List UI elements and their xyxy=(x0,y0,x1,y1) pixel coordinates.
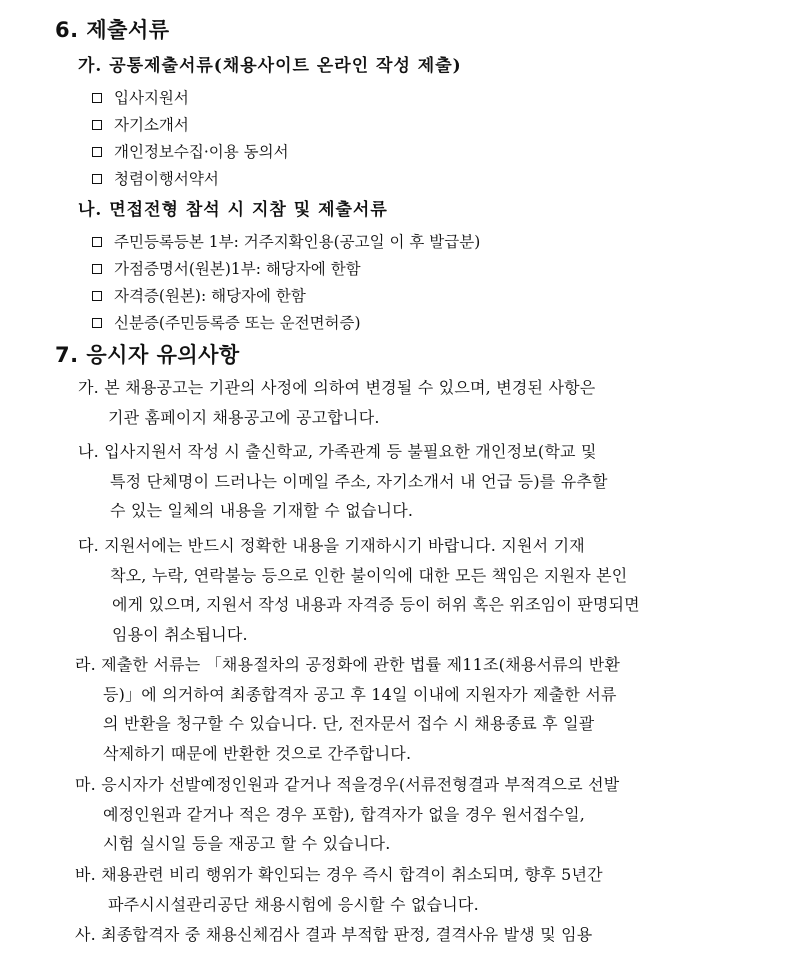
checklist-item: 개인정보수집·이용 동의서 xyxy=(92,140,289,164)
checkbox-icon xyxy=(92,147,102,157)
checklist-item: 가점증명서(원본)1부: 해당자에 한함 xyxy=(92,257,361,281)
notice-paragraph: 나. 입사지원서 작성 시 출신학교, 가족관계 등 불필요한 개인정보(학교 및 특정 단체명이 드러나는 이메일 주소, 자기소개서 내 언급 등)를 유추할 수 있는 일체의 내용을 기재할 수 없습니다. xyxy=(78,442,608,520)
checklist-item: 청렴이행서약서 xyxy=(92,167,219,191)
checklist-item: 자기소개서 xyxy=(92,113,189,137)
checkbox-icon xyxy=(92,291,102,301)
checklist-item: 신분증(주민등록증 또는 운전면허증) xyxy=(92,311,361,335)
notice-paragraph: 라. 제출한 서류는 「채용절차의 공정화에 관한 법률 제11조(채용서류의 반환 등)」에 의거하여 최종합격자 공고 후 14일 이내에 지원자가 제출한 서류 의 반환을 청구할 수 있습니다. 단, 전자문서 접수 시 채용종료 후 일괄 삭제하기 때문에 반환한 것으로 간주합니다. xyxy=(75,655,620,763)
checklist-item: 주민등록등본 1부: 거주지확인용(공고일 이 후 발급분) xyxy=(92,230,480,254)
checklist-item: 자격증(원본): 해당자에 한함 xyxy=(92,284,306,308)
notice-paragraph: 마. 응시자가 선발예정인원과 같거나 적을경우(서류전형결과 부적격으로 선발 예정인원과 같거나 적은 경우 포함), 합격자가 없을 경우 원서접수일, 시험 실시일 등을 재공고 할 수 있습니다. xyxy=(75,775,620,853)
checkbox-icon xyxy=(92,174,102,184)
subsection-b-title: 나. 면접전형 참석 시 지참 및 제출서류 xyxy=(78,200,388,220)
checkbox-icon xyxy=(92,237,102,247)
checklist-item: 입사지원서 xyxy=(92,86,189,110)
checkbox-icon xyxy=(92,120,102,130)
notice-paragraph: 바. 채용관련 비리 행위가 확인되는 경우 즉시 합격이 취소되며, 향후 5년간 파주시시설관리공단 채용시험에 응시할 수 없습니다. xyxy=(75,865,603,914)
notice-paragraph: 사. 최종합격자 중 채용신체검사 결과 부적합 판정, 결격사유 발생 및 임용 xyxy=(75,925,593,944)
notice-paragraph: 다. 지원서에는 반드시 정확한 내용을 기재하시기 바랍니다. 지원서 기재 착오, 누락, 연락불능 등으로 인한 불이익에 대한 모든 책임은 지원자 본인 에게 있으며, 지원서 작성 내용과 자격증 등이 허위 혹은 위조임이 판명되면 임용이 취소됩니다. xyxy=(78,536,640,644)
section-6-heading: 6. 제출서류 xyxy=(55,18,170,42)
checkbox-icon xyxy=(92,318,102,328)
section-7-heading: 7. 응시자 유의사항 xyxy=(55,343,240,367)
subsection-a-title: 가. 공통제출서류(채용사이트 온라인 작성 제출) xyxy=(78,56,462,76)
notice-paragraph: 가. 본 채용공고는 기관의 사정에 의하여 변경될 수 있으며, 변경된 사항은 기관 홈페이지 채용공고에 공고합니다. xyxy=(78,378,596,427)
checkbox-icon xyxy=(92,264,102,274)
checkbox-icon xyxy=(92,93,102,103)
